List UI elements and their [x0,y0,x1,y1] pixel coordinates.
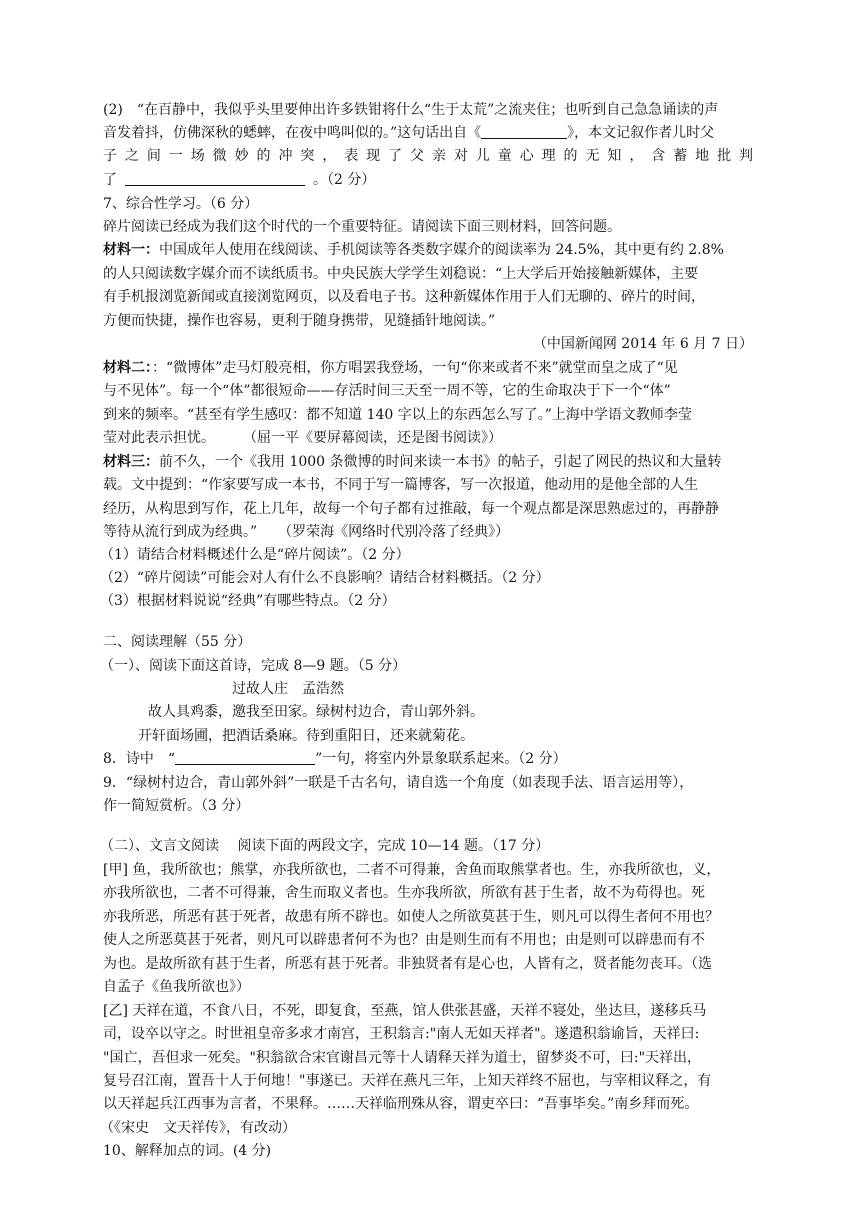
section-2-heading: 二、阅读理解（55 分） [103,634,252,650]
q2-line-2-tail: 》，本文记叙作者儿时父 [567,125,715,141]
q7-intro: 碎片阅读已经成为我们这个时代的一个重要特征。请阅读下面三则材料，回答问题。 [103,219,621,235]
q2-line-4 [103,170,753,191]
q2-line-2 [103,123,753,144]
poem-title: 过故人庄 孟浩然 [232,681,344,697]
material-1-text: 中国成年人使用在线阅读、手机阅读等各类数字媒介的阅读率为 24.5%，其中更有约 2.8% [159,242,724,258]
material-3-line-2: 载。文中提到：“作家要写成一本书，不同于写一篇博客，写一次报道，他动用的是他全部的人生 [103,477,699,493]
text-b-line-1: [乙] 天祥在道，不食八日，不死，即复食，至燕，馆人供张甚盛，天祥不寝处，坐达旦，遂移兵马 [103,1003,707,1019]
answer-blank[interactable] [125,171,305,186]
text-a-line-4: 使人之所恶莫甚于死者，则凡可以辟患者何不为也？由是则生而有不用也；由是则可以辟患而有不 [103,932,705,948]
q8-text: 8．诗中 “ [103,751,176,767]
q2-line-4-text: 了 [103,172,117,188]
text-a-line-6: 自孟子《鱼我所欲也》） [103,979,250,995]
q8-tail: ”一句，将室内外景象联系起来。（2 分） [315,751,567,767]
text-a-line-1: [甲] 鱼，我所欲也；熊掌，亦我所欲也，二者不可得兼，舍鱼而取熊掌者也。生，亦我所欲也，义， [103,862,721,878]
material-1-line-3: 有手机报浏览新闻或直接浏览网页，以及看电子书。这种新媒体作用于人们无聊的、碎片的时间， [103,289,705,305]
poem-line-2: 开轩面场圃，把酒话桑麻。待到重阳日，还来就菊花。 [138,728,474,744]
material-3-label: 材料三： [103,454,159,470]
q7-sub-3: （3）根据材料说说“经典”有哪些特点。（2 分） [100,593,396,609]
q2-line-1: (2) “在百静中，我似乎头里要伸出许多铁钳将什么“生于太荒”之流夹住；也听到自己急急诵读的声 [103,102,719,118]
text-b-line-4: 复号召江南，置吾十人于何地！"事遂已。天祥在燕凡三年，上知天祥终不屈也，与宰相议释之，有 [103,1073,712,1089]
q2-line-3: 子之间一场微妙的冲突，表现了父亲对儿童心理的无知，含蓄地批判 [103,148,753,164]
poem-line-1: 故人具鸡黍，邀我至田家。绿树村边合，青山郭外斜。 [148,704,484,720]
material-2-line-4: 莹对此表示担忧。 （屈一平《要屏幕阅读，还是图书阅读》） [103,430,502,446]
text-a-line-2: 亦我所欲也，二者不可得兼，舍生而取义者也。生亦我所欲，所欲有甚于生者，故不为苟得也。死 [103,885,705,901]
material-3-line-4: 等待从流行到成为经典。” （罗荣海《网络时代别冷落了经典》） [103,524,510,540]
text-a-line-3: 亦我所恶，所恶有甚于死者，故患有所不辟也。如使人之所欲莫甚于生，则凡可以得生者何不用也？ [103,909,719,925]
q9-line-2: 作一简短赏析。（3 分） [103,798,250,814]
material-1-line-1 [103,240,753,261]
q7-heading: 7、综合性学习。（6 分） [103,196,259,212]
q8 [103,749,753,770]
material-3-line-1 [103,452,753,473]
q9-line-1: 9．“绿树村边合，青山郭外斜”一联是千古名句，请自选一个角度（如表现手法、语言运用等）， [103,775,694,791]
material-1-line-2: 的人只阅读数字媒介而不读纸质书。中央民族大学学生刘稳说：“上大学后开始接触新媒体，主要 [103,266,699,282]
q7-sub-1: （1）请结合材料概述什么是“碎片阅读”。（2 分） [100,547,410,563]
text-a-line-5: 为也。是故所欲有甚于生者，所恶有甚于死者。非独贤者有是心也，人皆有之，贤者能勿丧耳。（选 [103,956,712,972]
part-1-heading: （一）、阅读下面这首诗，完成 8—9 题。（5 分） [100,658,407,674]
text-b-source: （《宋史 文天祥传》，有改动） [100,1120,296,1136]
answer-blank[interactable] [481,124,567,139]
material-1-label: 材料一： [103,242,159,258]
material-2-text: ：“微博体”走马灯般亮相，你方唱罢我登场，一句“你来或者不来”就堂而皇之成了“见 [152,360,678,376]
material-2-line-2: 与不见体”。每一个“体”都很短命——存活时间三天至一周不等，它的生命取决于下一个“体” [103,383,671,399]
material-2-line-1 [103,358,753,379]
answer-blank[interactable] [175,750,315,765]
q2-line-2-text: 音发着抖，仿佛深秋的蟋蟀，在夜中鸣叫似的。”这句话出自《 [103,125,482,141]
part-2-heading: （二）、文言文阅读 阅读下面的两段文字，完成 10—14 题。（17 分） [100,838,550,854]
text-b-line-5: 以天祥起兵江西事为言者，不果释。……天祥临刑殊从容，谓吏卒曰：“吾事毕矣。”南乡拜而死。 [103,1096,699,1112]
material-1-line-4: 方便而快捷，操作也容易，更利于随身携带，见缝插针地阅读。” [103,313,496,329]
material-2-label: 材料二： [103,360,152,376]
material-1-source: （中国新闻网 2014 年 6 月 7 日） [532,336,753,352]
q2-line-4-tail: 。（2 分） [313,172,376,188]
text-b-line-3: "国亡，吾但求一死矣。"积翁欲合宋官谢昌元等十人请释天祥为道士，留梦炎不可，曰:"天祥出， [103,1050,702,1066]
text-b-line-2: 司，设卒以守之。时世祖皇帝多求才南宫，王积翁言:"南人无如天祥者"。遂遣积翁谕旨，天祥曰: [103,1026,700,1042]
q10: 10、解释加点的词。(4 分) [103,1143,272,1159]
material-2-line-3: 到来的频率。“甚至有学生感叹：都不知道 140 字以上的东西怎么写了。”上海中学语文教师李莹 [103,407,692,423]
material-3-text: 前不久，一个《我用 1000 条微博的时间来读一本书》的帖子，引起了网民的热议和大量转 [159,454,722,470]
material-3-line-3: 经历，从构思到写作，花上几年，故每一个句子都有过推敲，每一个观点都是深思熟虑过的，再静静 [103,501,719,517]
q7-sub-2: （2）“碎片阅读”可能会对人有什么不良影响？请结合材料概括。（2 分） [100,570,550,586]
